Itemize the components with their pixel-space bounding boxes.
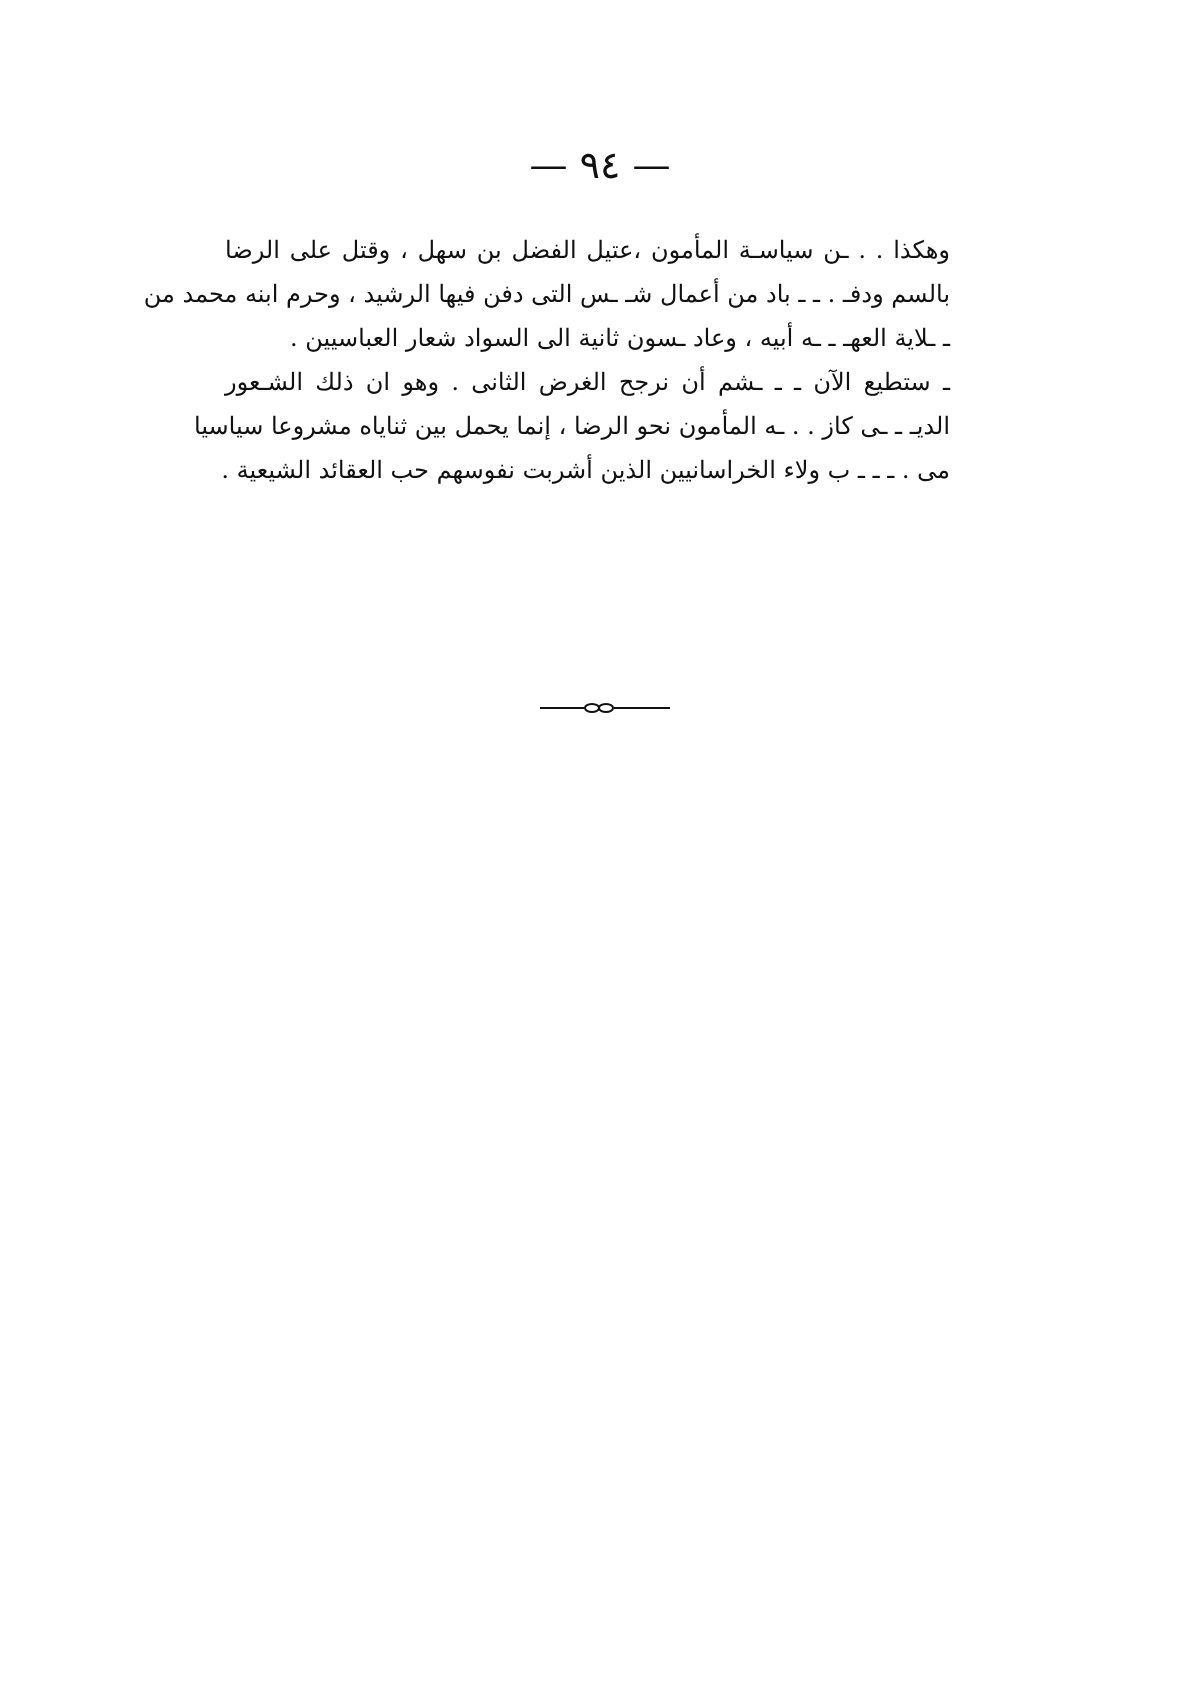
text-line: ـ ـلاية العهـ ـ ـه أبيه ، وعاد ـسون ثانية الى السواد شعار العباسيين . [290, 324, 950, 352]
text-line: الديـ ـ ـى كاز . . ـه المأمون نحو الرضا ، إنما يحمل بين ثناياه مشروعا سياسيا [194, 412, 950, 440]
paragraph [143, 228, 950, 360]
body-text [143, 228, 950, 492]
paragraph [194, 360, 950, 492]
text-line: مى . ـ ـ ـ ب ولاء الخراسانيين الذين أشربت نفوسهم حب العقائد الشيعية . [221, 456, 950, 484]
text-line: بالسم ودفـ . ـ ـ باد من أعمال شـ ـس التى دفن فيها الرشيد ، وحرم ابنه محمد من [143, 280, 950, 308]
ornamental-divider [540, 700, 670, 716]
text-line: ـ ستطيع الآن ـ ـ ـشم أن نرجح الغرض الثانى . وهو ان ذلك الشـعور [225, 368, 950, 396]
text-line: وهكذا . . ـن سياسـة المأمون ،عتيل الفضل بن سهل ، وقتل على الرضا [225, 236, 950, 264]
page-number: — ٩٤ — [529, 143, 671, 187]
divider-ornament-icon [540, 700, 670, 716]
